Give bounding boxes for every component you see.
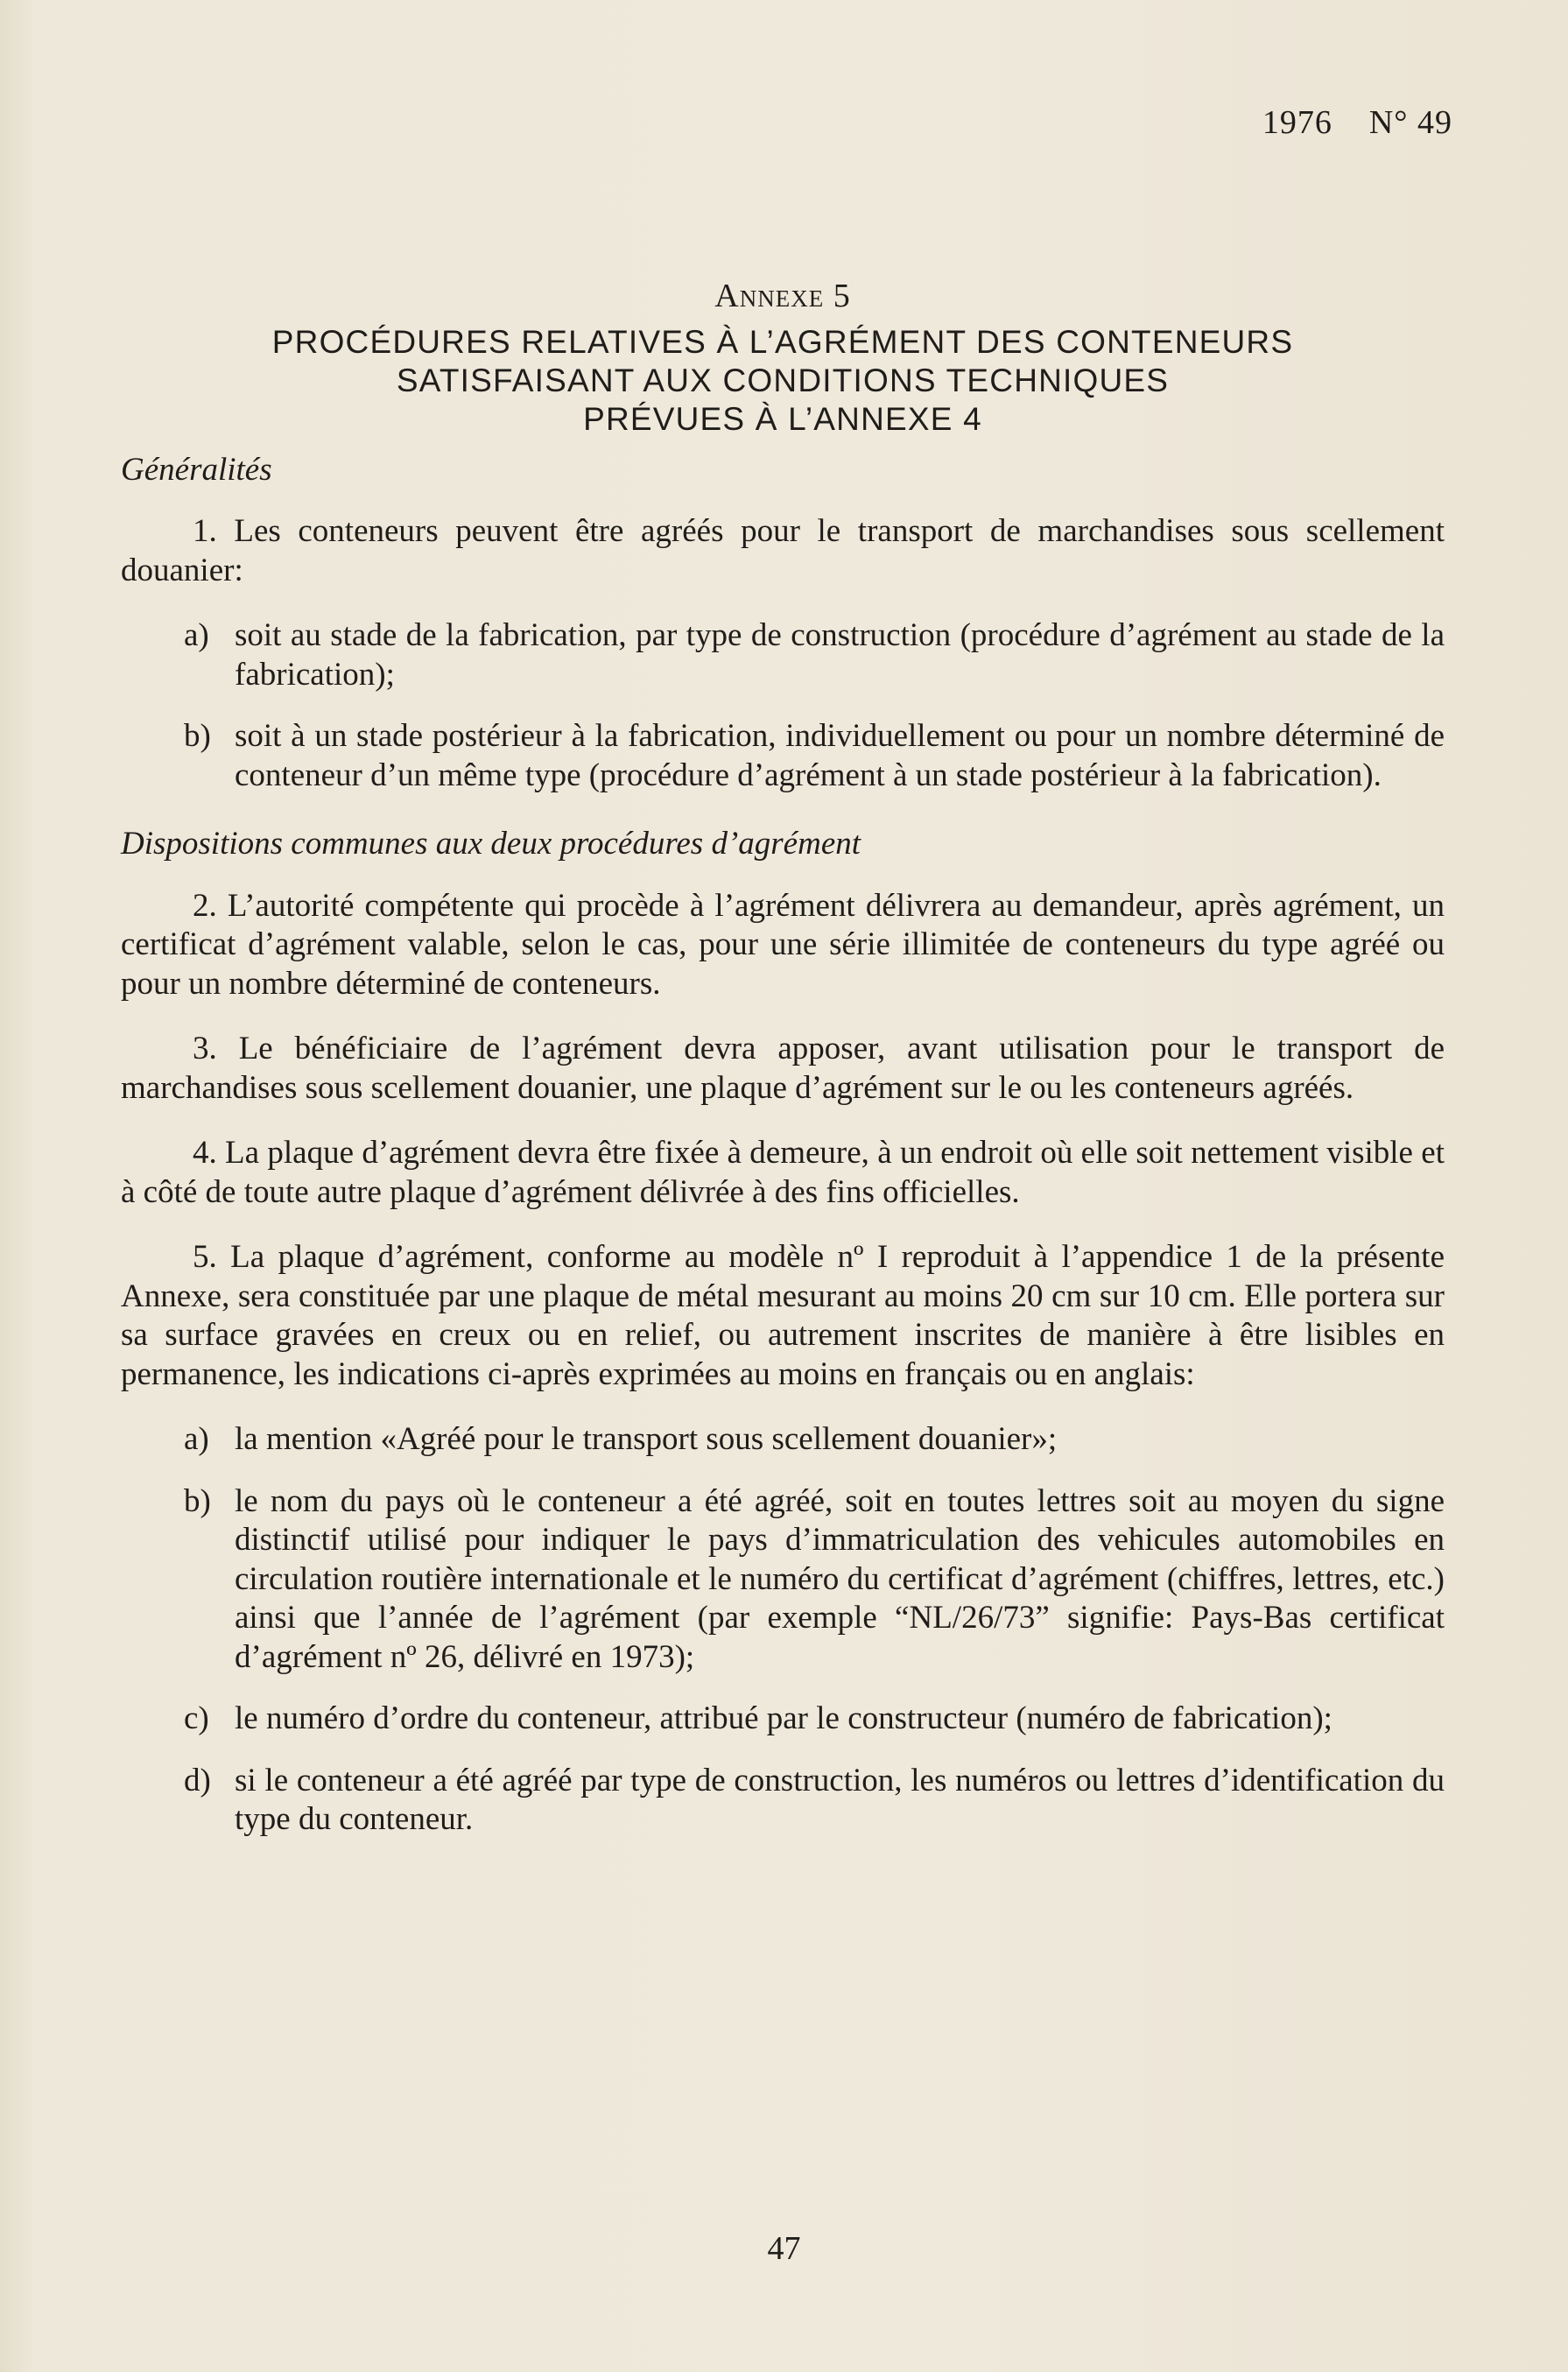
- header-year: 1976: [1262, 104, 1332, 141]
- paragraph-5: 5. La plaque d’agrément, conforme au modèle nº I reproduit à l’appendice 1 de la présente Annexe, sera constituée par une plaque de métal mesurant au moins 20 cm sur 10 cm. Elle portera sur sa surface gravées en creux ou en relief, ou autrement inscrites de manière à être lisibles en permanence, les indications ci-après exprimées au moins en français ou en anglais:: [121, 1239, 1445, 1392]
- list-item: [121, 616, 1445, 694]
- annex-title: [121, 323, 1445, 439]
- paragraph-1: 1. Les conteneurs peuvent être agréés pour le transport de marchandises sous scellement douanier:: [121, 513, 1445, 588]
- list-item: [121, 717, 1445, 795]
- section-heading-generalites: Généralités: [121, 451, 272, 488]
- list-item-label: b): [184, 1482, 211, 1519]
- list-item: [121, 1700, 1445, 1739]
- list-item: [121, 1482, 1445, 1678]
- title-line: PROCÉDURES RELATIVES À L’AGRÉMENT DES CONTENEURS: [271, 323, 1294, 360]
- header-number: N° 49: [1368, 104, 1452, 141]
- paragraph-4: 4. La plaque d’agrément devra être fixée à demeure, à un endroit où elle soit nettement visible et à côté de toute autre plaque d’agrément délivrée à des fins officielles.: [121, 1135, 1445, 1210]
- title-line: PRÉVUES À L’ANNEXE 4: [583, 400, 982, 437]
- list-item: [121, 1762, 1445, 1840]
- list-item-text: la mention «Agréé pour le transport sous scellement douanier»;: [235, 1421, 1058, 1457]
- list-item-label: a): [184, 1421, 209, 1457]
- title-line: SATISFAISANT AUX CONDITIONS TECHNIQUES: [396, 362, 1170, 398]
- list-item-text: soit à un stade postérieur à la fabrication, individuellement ou pour un nombre déterminé de conteneur d’un même type (procédure d’agrément à un stade postérieur à la fabrication).: [235, 718, 1445, 793]
- list-item-label: c): [184, 1700, 209, 1736]
- annex-label: Annexe 5: [714, 278, 851, 314]
- list-item-label: b): [184, 718, 211, 754]
- page-content: [121, 277, 1445, 1862]
- list-item-text: le numéro d’ordre du conteneur, attribué par le constructeur (numéro de fabrication);: [235, 1700, 1332, 1736]
- list-item-label: d): [184, 1762, 211, 1798]
- list-item-label: a): [184, 617, 209, 653]
- page-header: [1262, 103, 1452, 142]
- paragraph-2: 2. L’autorité compétente qui procède à l’agrément délivrera au demandeur, après agrément, un certificat d’agrément valable, selon le cas, pour une série illimitée de conteneurs du type agréé ou pour un nombre déterminé de conteneurs.: [121, 887, 1445, 1002]
- paragraph-3: 3. Le bénéficiaire de l’agrément devra apposer, avant utilisation pour le transport de marchandises sous scellement douanier, une plaque d’agrément sur le ou les conteneurs agréés.: [121, 1031, 1445, 1106]
- list-item-text: si le conteneur a été agréé par type de construction, les numéros ou lettres d’identification du type du conteneur.: [235, 1762, 1445, 1837]
- section-heading-dispositions: Dispositions communes aux deux procédures d’agrément: [121, 826, 861, 862]
- list-item-text: le nom du pays où le conteneur a été agréé, soit en toutes lettres soit au moyen du signe distinctif utilisé pour indiquer le pays d’immatriculation des vehicules automobiles en circulation routière internationale et le numéro du certificat d’agrément (chiffres, lettres, etc.) ainsi que l’année de l’agrément (par exemple “NL/26/73” signifie: Pays-Bas certificat d’agrément nº 26, délivré en 1973);: [235, 1482, 1445, 1675]
- list-item-text: soit au stade de la fabrication, par type de construction (procédure d’agrément au stade de la fabrication);: [235, 617, 1445, 693]
- page-number: 47: [767, 2230, 801, 2267]
- list-item: [121, 1420, 1445, 1460]
